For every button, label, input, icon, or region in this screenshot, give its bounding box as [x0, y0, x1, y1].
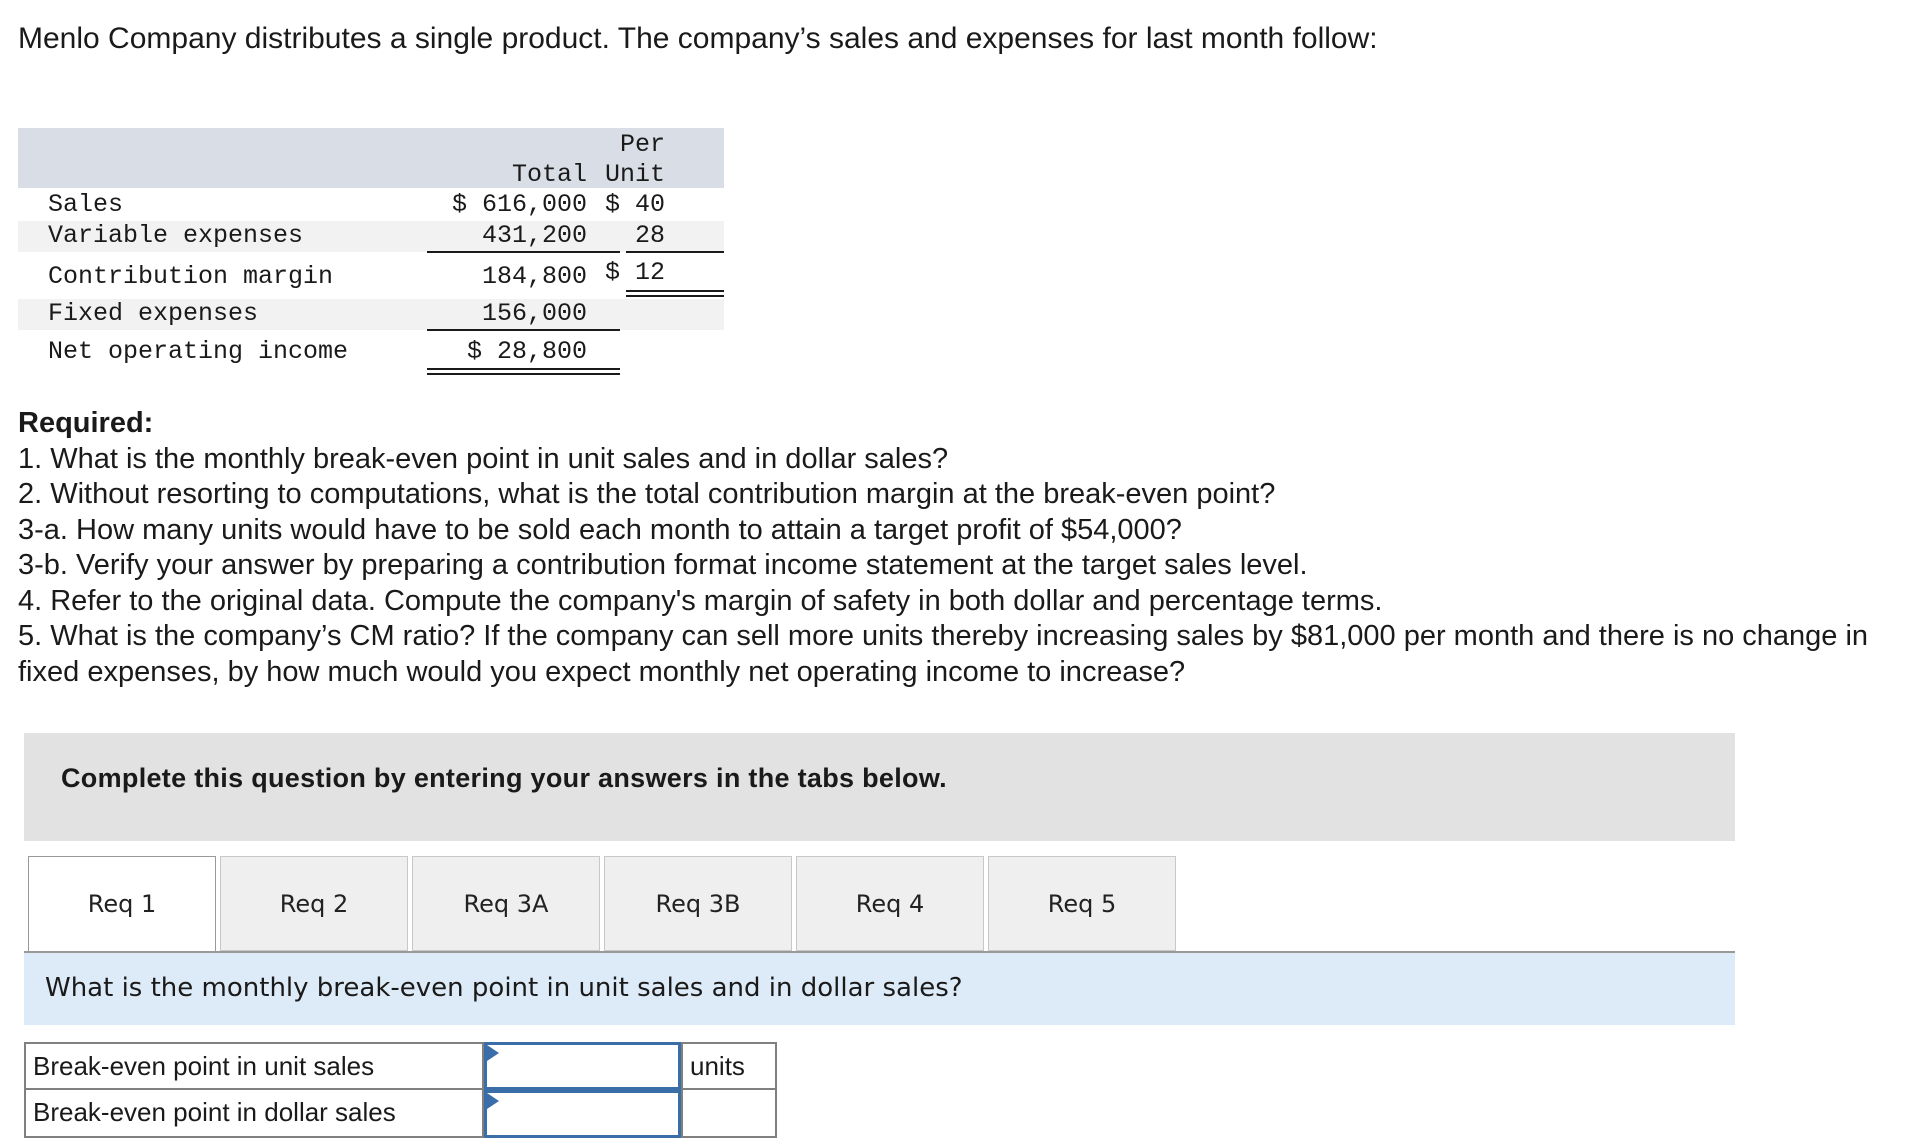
required-section	[18, 406, 1918, 690]
input-marker-icon	[487, 1093, 499, 1109]
answer-unit	[681, 1090, 777, 1138]
header-per: Per	[619, 130, 665, 159]
tab-req-4[interactable]: Req 4	[796, 856, 984, 951]
instruction-banner	[24, 733, 1735, 841]
required-item-1: 1. What is the monthly break-even point in unit sales and in dollar sales?	[18, 442, 949, 475]
tab-req-3a[interactable]: Req 3A	[412, 856, 600, 951]
subtotal-rule	[427, 329, 620, 331]
question-text: What is the monthly break-even point in unit sales and in dollar sales?	[45, 973, 963, 1003]
intro-text: Menlo Company distributes a single product. The company’s sales and expenses for last month follow:	[18, 22, 1378, 55]
answer-unit: units	[681, 1042, 777, 1090]
subtotal-rule	[626, 251, 724, 253]
tab-req-2[interactable]: Req 2	[220, 856, 408, 951]
header-unit: Unit	[604, 160, 665, 189]
question-band	[24, 953, 1735, 1025]
break-even-dollars-input[interactable]	[484, 1090, 681, 1138]
variable-expenses-total: 431,200	[481, 221, 587, 250]
fixed-expenses-total: 156,000	[481, 299, 587, 328]
total-double-rule	[626, 290, 724, 297]
answer-row-unit-sales	[24, 1042, 777, 1090]
tab-req-3b[interactable]: Req 3B	[604, 856, 792, 951]
break-even-units-input[interactable]	[484, 1042, 681, 1090]
total-double-rule	[427, 368, 620, 375]
tab-req-1[interactable]: Req 1	[28, 856, 216, 953]
row-label-net-operating-income: Net operating income	[48, 337, 349, 366]
answer-label: Break-even point in unit sales	[24, 1042, 484, 1090]
row-label-fixed-expenses: Fixed expenses	[48, 299, 259, 328]
break-even-units-field[interactable]	[487, 1045, 678, 1087]
net-operating-income-total: $ 28,800	[466, 337, 587, 366]
contribution-margin-total: 184,800	[481, 262, 587, 291]
break-even-dollars-field[interactable]	[487, 1093, 678, 1135]
income-statement-table	[18, 128, 724, 373]
answer-row-dollar-sales	[24, 1090, 777, 1138]
row-label-variable-expenses: Variable expenses	[48, 221, 304, 250]
tab-req-5[interactable]: Req 5	[988, 856, 1176, 951]
answer-label: Break-even point in dollar sales	[24, 1090, 484, 1138]
variable-expenses-unit: 28	[634, 221, 665, 250]
row-label-sales: Sales	[48, 190, 124, 219]
instruction-text: Complete this question by entering your answers in the tabs below.	[61, 763, 947, 793]
required-item-5: 5. What is the company’s CM ratio? If the company can sell more units thereby increasing sales by $81,000 per month and there is no change in fixed expenses, by how much would you expect monthly net operating income to increase?	[18, 620, 1869, 688]
sales-total: $ 616,000	[451, 190, 587, 219]
required-item-3a: 3-a. How many units would have to be sold each month to attain a target profit of $54,000?	[18, 513, 1182, 546]
contribution-margin-unit: $ 12	[604, 258, 665, 287]
required-item-3b: 3-b. Verify your answer by preparing a contribution format income statement at the target sales level.	[18, 549, 1308, 581]
required-item-4: 4. Refer to the original data. Compute the company's margin of safety in both dollar and percentage terms.	[18, 584, 1383, 617]
header-total: Total	[511, 160, 587, 189]
subtotal-rule	[427, 251, 620, 253]
sales-unit: $ 40	[604, 190, 665, 219]
input-marker-icon	[487, 1045, 499, 1061]
required-heading: Required:	[18, 407, 154, 439]
answer-table	[24, 1042, 777, 1138]
required-item-2: 2. Without resorting to computations, what is the total contribution margin at the break-even point?	[18, 478, 1276, 510]
row-label-contribution-margin: Contribution margin	[48, 262, 334, 291]
